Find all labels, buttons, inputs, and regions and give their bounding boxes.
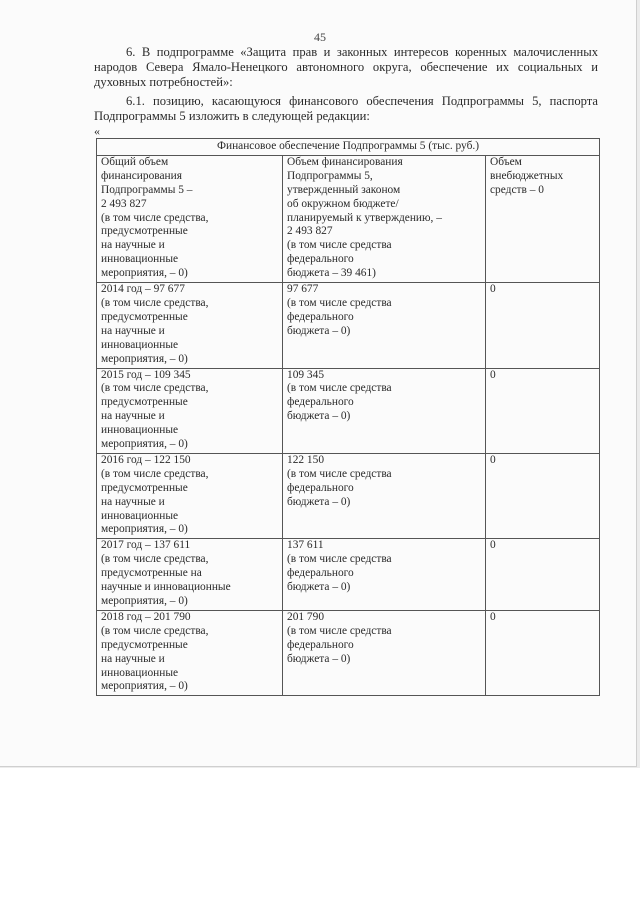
cell-line: федерального — [287, 481, 354, 494]
cell-line: 122 150 — [287, 453, 325, 466]
cell-line: 2014 год – 97 677 — [101, 283, 185, 296]
cell-line: предусмотренные — [101, 638, 188, 651]
cell-line: средств – 0 — [490, 183, 544, 196]
cell-line: предусмотренные на — [101, 567, 202, 580]
cell-line: бюджета – 0) — [287, 495, 351, 508]
table-cell-col3 — [486, 539, 600, 611]
cell-line: бюджета – 0) — [287, 581, 351, 594]
page-number: 45 — [314, 30, 326, 44]
cell-line: предусмотренные — [101, 310, 188, 323]
table-row — [97, 453, 600, 538]
cell-line: инновационные — [101, 424, 179, 437]
cell-line: на научные и — [101, 324, 165, 337]
cell-line: предусмотренные — [101, 481, 188, 494]
cell-line: инновационные — [101, 253, 179, 266]
table-title-row — [97, 139, 600, 156]
cell-line: Объем — [490, 155, 522, 168]
table-cell-col1 — [97, 539, 283, 611]
cell-line: 0 — [490, 368, 496, 381]
cell-line: 2016 год – 122 150 — [101, 453, 191, 466]
cell-line: мероприятия, – 0) — [101, 680, 188, 693]
financing-table — [96, 138, 600, 696]
cell-line: 0 — [490, 283, 496, 296]
cell-line: федерального — [287, 638, 354, 651]
cell-line: инновационные — [101, 509, 179, 522]
cell-line: на научные и — [101, 495, 165, 508]
header-budget-cell — [283, 155, 486, 282]
table-cell-col2 — [283, 453, 486, 538]
cell-line: внебюджетных — [490, 169, 564, 182]
table-cell-col2 — [283, 368, 486, 453]
cell-line: на научные и — [101, 410, 165, 423]
cell-line: (в том числе средства — [287, 553, 392, 566]
cell-line: (в том числе средства, — [101, 624, 209, 637]
opening-quote: « — [94, 124, 100, 138]
cell-line: мероприятия, – 0) — [101, 352, 188, 365]
cell-line: (в том числе средства — [287, 239, 392, 252]
cell-line: (в том числе средства, — [101, 382, 209, 395]
table-cell-col3 — [486, 610, 600, 695]
cell-line: научные и инновационные — [101, 581, 231, 594]
cell-line: (в том числе средства, — [101, 211, 209, 224]
cell-line: мероприятия, – 0) — [101, 438, 188, 451]
cell-line: 2 493 827 — [287, 225, 333, 238]
cell-line: инновационные — [101, 338, 179, 351]
cell-line: на научные и — [101, 652, 165, 665]
cell-line: 0 — [490, 453, 496, 466]
table-title: Финансовое обеспечение Подпрограммы 5 (тыс. руб.) — [97, 139, 600, 156]
cell-line: бюджета – 0) — [287, 410, 351, 423]
table-cell-col3 — [486, 453, 600, 538]
table-cell-col3 — [486, 368, 600, 453]
cell-line: об окружном бюджете/ — [287, 197, 399, 210]
cell-line: (в том числе средства, — [101, 296, 209, 309]
table-row — [97, 283, 600, 368]
cell-line: бюджета – 0) — [287, 652, 351, 665]
cell-line: 2018 год – 201 790 — [101, 610, 191, 623]
cell-line: мероприятия, – 0) — [101, 595, 188, 607]
cell-line: предусмотренные — [101, 396, 188, 409]
cell-line: 2 493 827 — [101, 197, 147, 210]
cell-line: на научные и — [101, 239, 165, 252]
cell-line: Объем финансирования — [287, 155, 403, 168]
cell-line: 0 — [490, 539, 496, 552]
cell-line: 201 790 — [287, 610, 325, 623]
cell-line: (в том числе средства — [287, 467, 392, 480]
blank-area — [0, 768, 640, 905]
cell-line: Подпрограммы 5, — [287, 169, 373, 182]
cell-line: федерального — [287, 396, 354, 409]
table-cell-col1 — [97, 368, 283, 453]
cell-line: 2015 год – 109 345 — [101, 368, 191, 381]
cell-line: финансирования — [101, 169, 182, 182]
table-header-row — [97, 155, 600, 282]
cell-line: планируемый к утверждению, – — [287, 211, 442, 224]
cell-line: 0 — [490, 610, 496, 623]
cell-line: (в том числе средства — [287, 296, 392, 309]
cell-line: (в том числе средства — [287, 382, 392, 395]
table-cell-col3 — [486, 283, 600, 368]
table-body — [97, 155, 600, 695]
cell-line: мероприятия, – 0) — [101, 267, 188, 280]
cell-line: федерального — [287, 310, 354, 323]
cell-line: предусмотренные — [101, 225, 188, 238]
table-cell-col1 — [97, 283, 283, 368]
table-cell-col1 — [97, 610, 283, 695]
table-row — [97, 610, 600, 695]
paragraph-6-text: 6. В подпрограмме «Защита прав и законных интересов коренных малочисленных народов Севера Ямало-Ненецкого автономного округа, обеспечение их социальных и духовных потребностей»: — [94, 45, 598, 89]
table-cell-col2 — [283, 283, 486, 368]
cell-line: федерального — [287, 253, 354, 266]
table-cell-col1 — [97, 453, 283, 538]
cell-line: 2017 год – 137 611 — [101, 539, 191, 552]
cell-line: 137 611 — [287, 539, 324, 552]
header-total-cell — [97, 155, 283, 282]
table-row — [97, 368, 600, 453]
cell-line: бюджета – 39 461) — [287, 267, 376, 280]
cell-line: бюджета – 0) — [287, 324, 351, 337]
cell-line: (в том числе средства, — [101, 553, 209, 566]
paragraph-6 — [94, 45, 598, 90]
cell-line: 109 345 — [287, 368, 325, 381]
table-cell-col2 — [283, 610, 486, 695]
header-extrabudget-cell — [486, 155, 600, 282]
cell-line: мероприятия, – 0) — [101, 523, 188, 536]
cell-line: утвержденный законом — [287, 183, 401, 196]
cell-line: инновационные — [101, 666, 179, 679]
cell-line: Подпрограммы 5 – — [101, 183, 193, 196]
cell-line: (в том числе средства, — [101, 467, 209, 480]
paragraph-6-1-text: 6.1. позицию, касающуюся финансового обеспечения Подпрограммы 5, паспорта Подпрограммы 5 изложить в следующей редакции: — [94, 94, 598, 123]
cell-line: федерального — [287, 567, 354, 580]
table-cell-col2 — [283, 539, 486, 611]
cell-line: (в том числе средства — [287, 624, 392, 637]
cell-line: Общий объем — [101, 155, 169, 168]
table-row — [97, 539, 600, 611]
paragraph-6-1 — [94, 94, 598, 124]
cell-line: 97 677 — [287, 283, 319, 296]
